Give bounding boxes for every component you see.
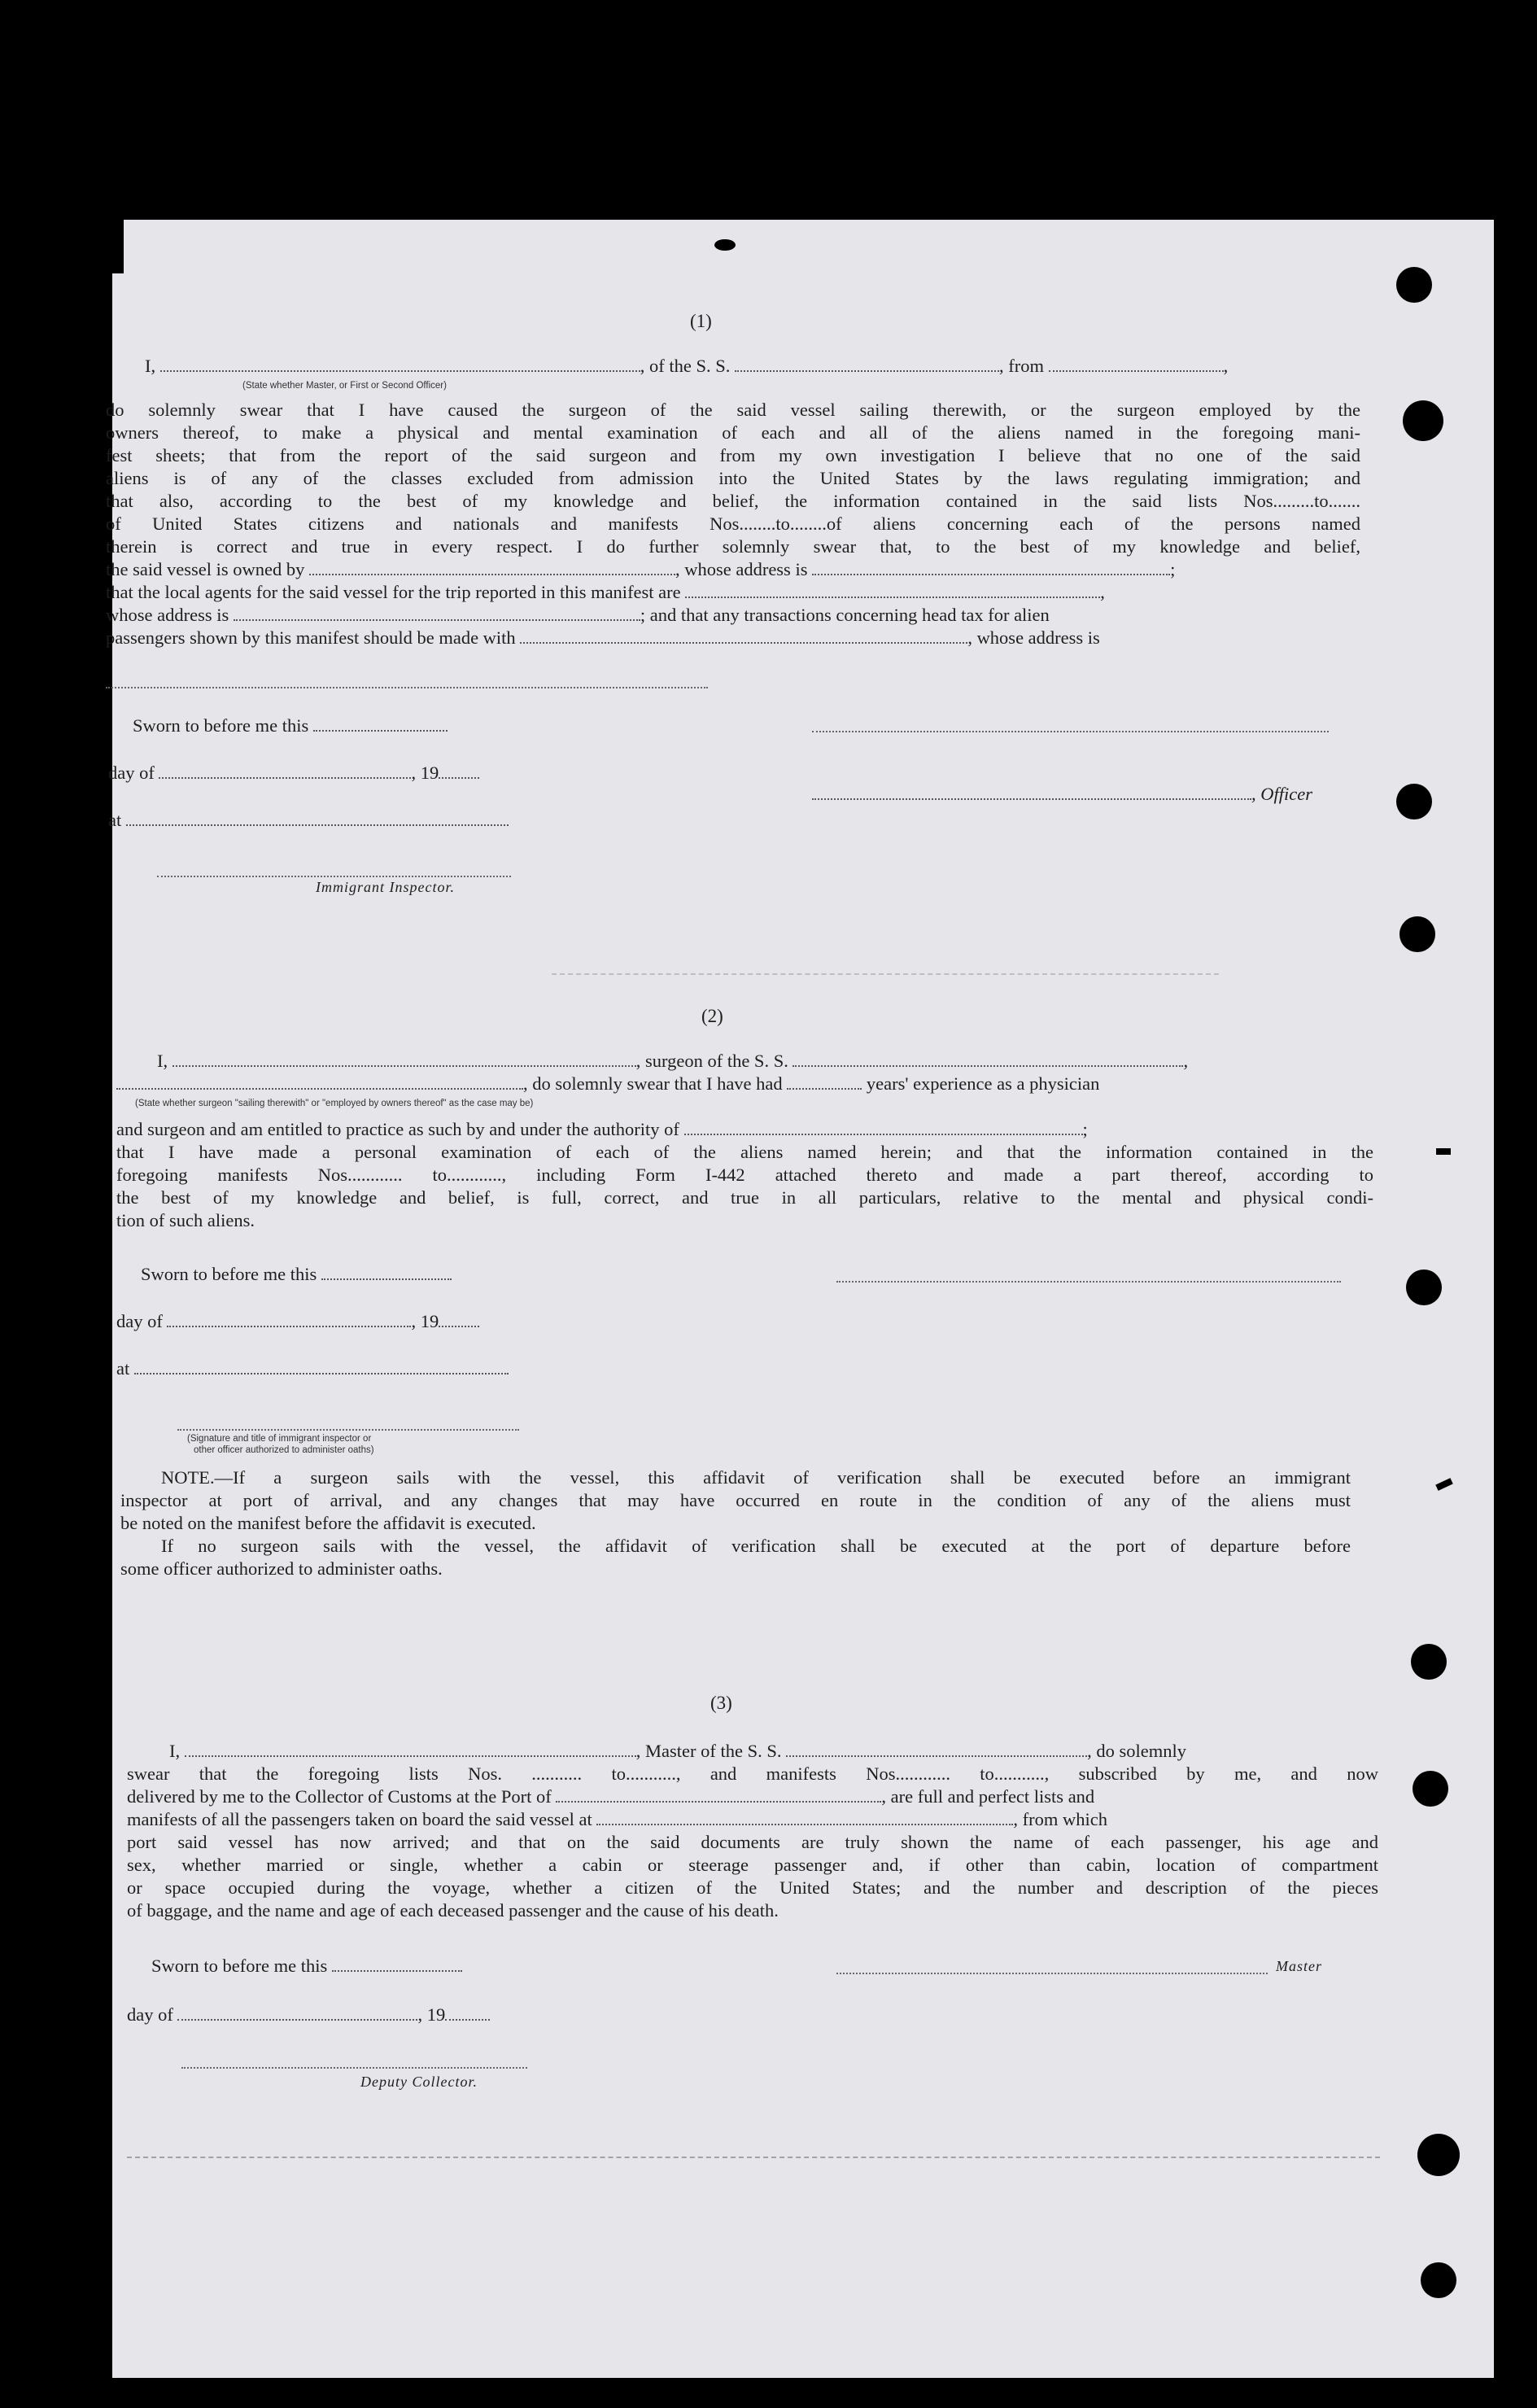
day-of-2: day of , 19 — [116, 1310, 479, 1333]
officer-line: , Officer — [812, 783, 1312, 806]
section-3-number: (3) — [710, 1693, 732, 1713]
note-block: NOTE.—If a surgeon sails with the vessel, this affidavit of verification shall be executed before an immigrant inspector at port of arrival, and any changes that may have occurred en route in the condition of any of the aliens must be noted on the manifest before the affidavit is executed. If no surgeon sails with the vessel, the affidavit of verification shall be executed at the port of departure before some officer authorized to administer oaths. — [120, 1467, 1351, 1579]
section-1-body: do solemnly swear that I have caused the surgeon of the said vessel sailing therewith, or the surgeon employed by the owners thereof, to make a physical and mental examination of each and all of the aliens named in the foregoing mani- fest sheets; that from the report of the said surgeon and from my own investigation I believe that no one of the said aliens is of any of the classes excluded from admission into the United States by the laws regulating immigration; and that also, according to the best of my knowledge and belief, the information contained in the said lists Nos.........to....... of United States citizens and nationals and manifests Nos........to........of aliens concerning each of the persons named therein is correct and true in every respect. I do further solemnly swear that, to the best of my knowledge and belief, the said vessel is owned by , whose address is ; that the local agents for the said vessel for the trip reported in this manifest are , whose address is ; and that any transactions concerning head tax for alien passengers shown by this manifest should be made with , whose address is — [106, 400, 1360, 648]
from-port-blank — [1049, 356, 1224, 372]
day-of-1: day of , 19 — [108, 762, 479, 784]
years-blank — [787, 1073, 862, 1090]
binder-hole — [1417, 2134, 1460, 2176]
ink-smudge — [112, 220, 124, 273]
section-3-body: swear that the foregoing lists Nos. ........... to..........., and manifests Nos............ to..........., subscribed by me, and now delivered by me to the Collector of Customs at the Port of , are full and perfect lists and manifests of all the passengers taken on board the said vessel at , from which port said vessel has now arrived; and that on the said documents are truly shown the name of each passenger, his age and sex, whether married or single, whether a cabin or steerage passenger and, if other than cabin, location of compartment or space occupied during the voyage, whether a citizen of the United States; and the number and description of the pieces of baggage, and the name and age of each deceased passenger and the cause of his death. — [127, 1763, 1378, 1921]
binder-hole — [1421, 2262, 1456, 2298]
faint-bleed-through — [552, 973, 1219, 975]
binder-hole — [1413, 1771, 1448, 1807]
officer-signature-line-1 — [812, 729, 1329, 732]
head-tax-address-blank — [106, 685, 708, 688]
sworn-1: Sworn to before me this — [133, 715, 448, 737]
section-2-body: and surgeon and am entitled to practice as such by and under the authority of ; that I have made a personal examination of each of the aliens named herein; and that the information contained in the foregoing manifests Nos............ to............, including Form I-442 attached thereto and made a part thereof, according to the best of my knowledge and belief, is full, correct, and true in all particulars, relative to the mental and physical condi- tion of such aliens. — [116, 1119, 1373, 1230]
sworn-3: Sworn to before me this — [151, 1955, 462, 1978]
binder-hole — [1396, 267, 1432, 303]
agents-address-blank — [234, 605, 640, 621]
section-1-line-1: I, , of the S. S. , from , — [145, 356, 1229, 376]
inspector-caption: Immigrant Inspector. — [316, 879, 455, 895]
surgeon-vessel-blank — [793, 1051, 1183, 1067]
collector-signature-line — [181, 2065, 527, 2069]
surgeon-signature-line — [836, 1279, 1341, 1283]
section-2-line-2: , do solemnly swear that I have had years' experience as a physician — [116, 1073, 1099, 1095]
binder-hole — [1411, 1644, 1447, 1680]
master-vessel-blank — [786, 1741, 1087, 1757]
binder-hole — [1399, 916, 1435, 952]
signature-note-2: other officer authorized to administer oaths) — [194, 1445, 374, 1455]
section-2-number: (2) — [701, 1006, 723, 1026]
binder-hole — [1406, 1270, 1442, 1305]
ink-smudge — [714, 239, 736, 251]
collector-caption: Deputy Collector. — [360, 2074, 478, 2090]
owner-address-blank — [812, 559, 1170, 575]
surgeon-witness-signature-line — [177, 1427, 519, 1431]
officer-note: (State whether Master, or First or Second Officer) — [242, 381, 447, 391]
signature-note-1: (Signature and title of immigrant inspector or — [187, 1434, 372, 1444]
section-1-number: (1) — [690, 311, 712, 331]
authority-blank — [684, 1119, 1083, 1135]
master-signer-blank — [185, 1741, 636, 1757]
head-tax-contact-blank — [520, 627, 967, 644]
ink-smudge — [1435, 1478, 1453, 1491]
at-2: at — [116, 1357, 509, 1380]
surgeon-status-blank — [116, 1073, 523, 1090]
owner-blank — [309, 559, 675, 575]
binder-hole — [1403, 400, 1443, 441]
ink-smudge — [1436, 1148, 1451, 1155]
inspector-signature-line — [157, 874, 511, 877]
surgeon-note: (State whether surgeon "sailing therewith" or "employed by owners thereof" as the case may be) — [135, 1099, 534, 1108]
master-signature-line — [836, 1971, 1268, 1974]
master-name-blank — [160, 356, 640, 372]
sworn-2: Sworn to before me this — [141, 1263, 452, 1286]
section-2-line-1: I, , surgeon of the S. S. , — [157, 1051, 1189, 1071]
agents-blank — [685, 582, 1100, 598]
form-sheet — [106, 220, 1494, 2378]
at-1: at — [108, 809, 509, 832]
port-of-customs-blank — [556, 1786, 881, 1803]
surgeon-name-blank — [172, 1051, 636, 1067]
binder-hole — [1396, 784, 1432, 819]
section-3-line-1: I, , Master of the S. S. , do solemnly — [169, 1741, 1186, 1761]
master-caption: Master — [1276, 1958, 1322, 1974]
vessel-name-blank — [735, 356, 999, 372]
boarding-port-blank — [596, 1809, 1013, 1825]
day-of-3: day of , 19 — [127, 2004, 490, 2026]
section-3-rule — [127, 2157, 1380, 2158]
